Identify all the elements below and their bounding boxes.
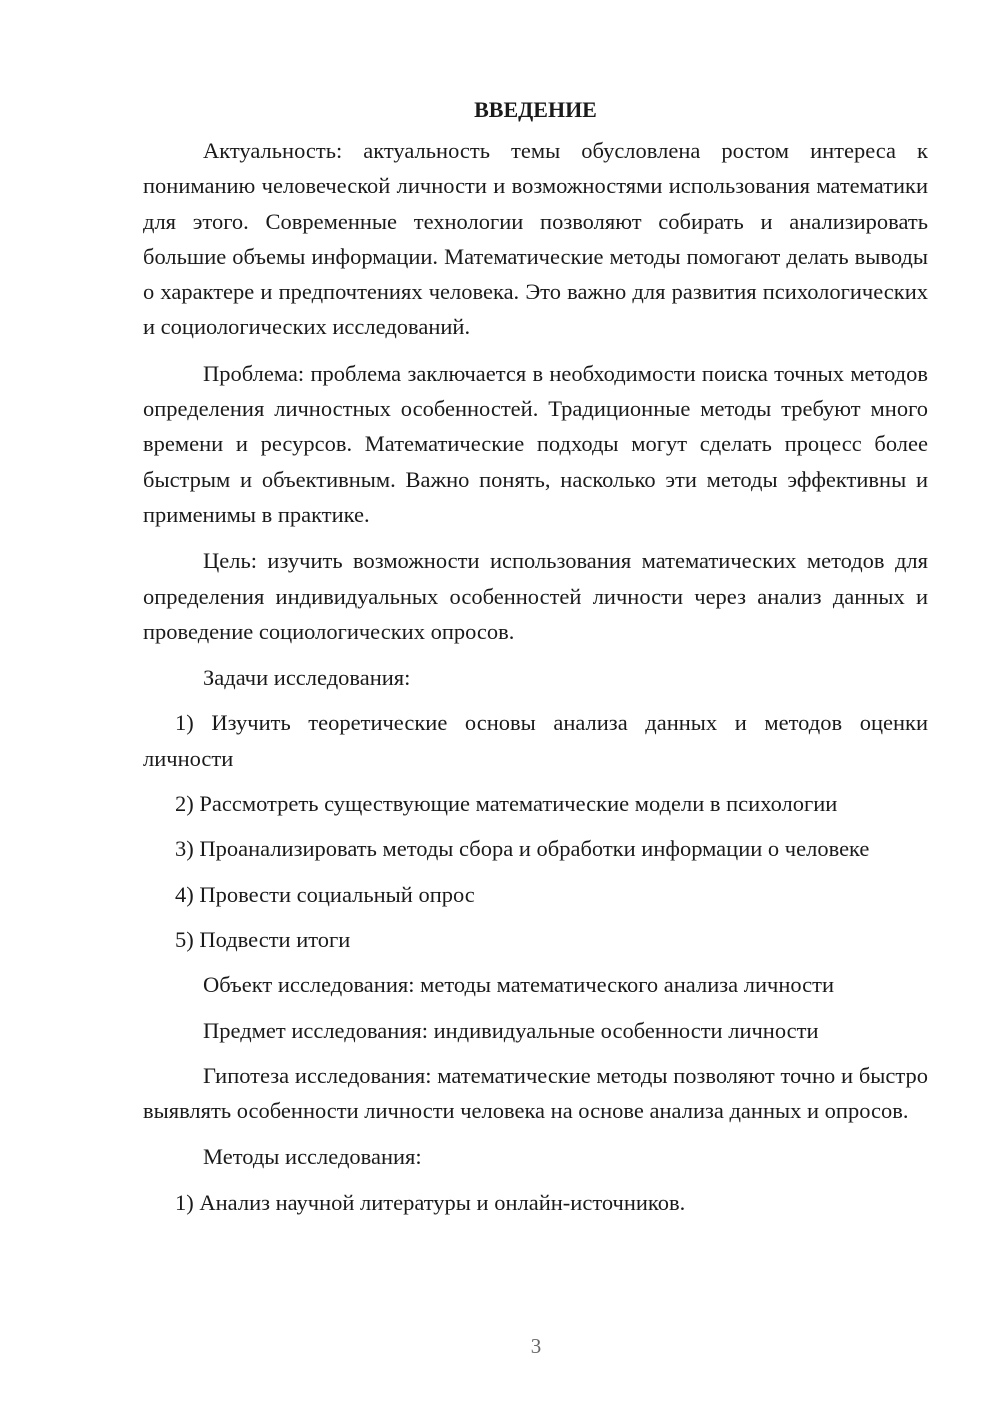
object-line: Объект исследования: методы математического анализа личности: [203, 972, 835, 998]
method-item-1: 1) Анализ научной литературы и онлайн-источников.: [175, 1189, 686, 1215]
task-item-2: 2) Рассмотреть существующие математические модели в психологии: [175, 791, 838, 817]
problem-paragraph: Проблема: проблема заключается в необходимости поиска точных методов определения личностных особенностей. Традиционные методы требуют много времени и ресурсов. Математические подходы могут сделать процесс более быстрым и объективным. Важно понять, насколько эти методы эффективны и применимы в практике.: [143, 360, 928, 527]
methods-title: Методы исследования:: [203, 1144, 422, 1170]
task-item-1: 1) Изучить теоретические основы анализа данных и методов оценки личности: [143, 710, 928, 771]
relevance-paragraph: Актуальность: актуальность темы обусловлена ростом интереса к пониманию человеческой личности и возможностями использования математики для этого. Современные технологии позволяют собирать и анализировать большие объемы информации. Математические методы помогают делать выводы о характере и предпочтениях человека. Это важно для развития психологических и социологических исследований.: [143, 138, 928, 340]
page-number: 3: [530, 1334, 542, 1358]
page-title: ВВЕДЕНИЕ: [474, 97, 597, 122]
subject-line: Предмет исследования: индивидуальные особенности личности: [203, 1017, 819, 1043]
goal-paragraph: Цель: изучить возможности использования математических методов для определения индивидуальных особенностей личности через анализ данных и проведение социологических опросов.: [143, 548, 928, 644]
hypothesis-paragraph: Гипотеза исследования: математические методы позволяют точно и быстро выявлять особенности личности человека на основе анализа данных и опросов.: [143, 1062, 928, 1124]
task-item-4: 4) Провести социальный опрос: [175, 881, 475, 907]
task-item-5: 5) Подвести итоги: [175, 926, 351, 952]
tasks-title: Задачи исследования:: [203, 665, 411, 691]
task-item-3: 3) Проанализировать методы сбора и обработки информации о человеке: [175, 836, 870, 862]
document-body: [143, 93, 928, 1230]
